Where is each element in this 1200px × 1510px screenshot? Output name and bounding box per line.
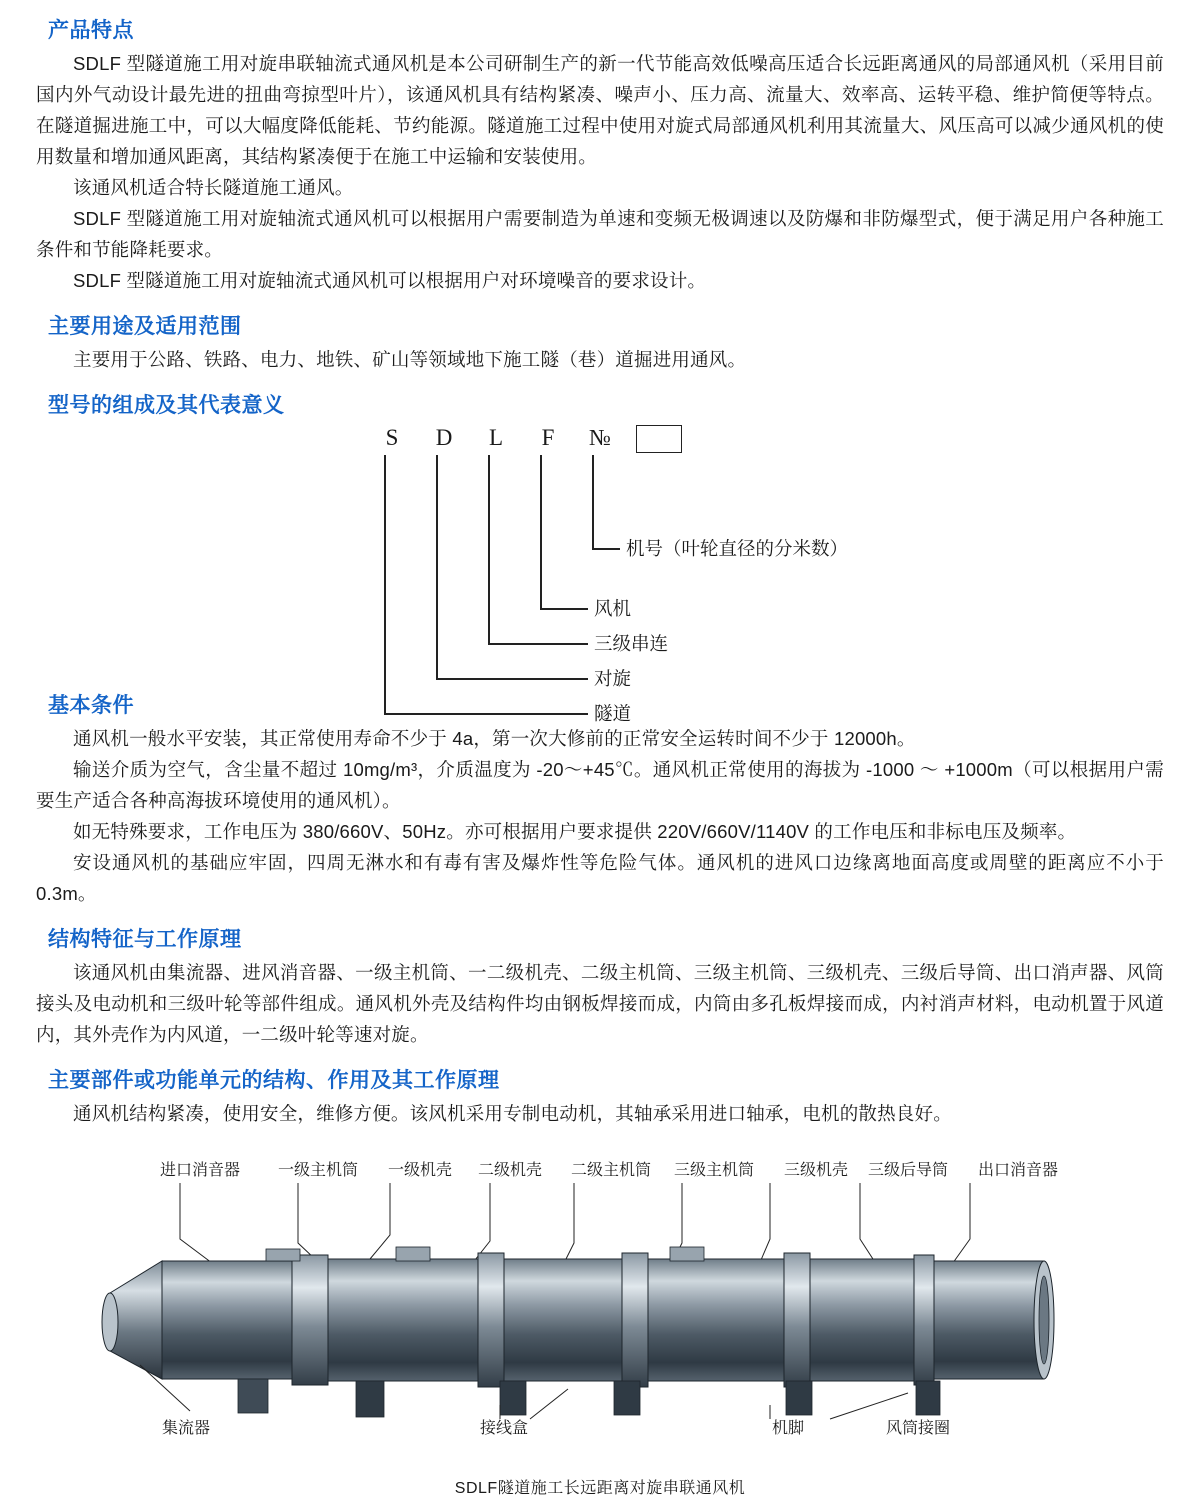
section-title-main-parts: 主要部件或功能单元的结构、作用及其工作原理 bbox=[48, 1069, 500, 1092]
stage3-casing bbox=[810, 1259, 914, 1381]
figure-label-stage3-casing: 三级机壳 bbox=[784, 1162, 849, 1179]
figure-label-stage1-main-barrel: 一级主机筒 bbox=[278, 1162, 359, 1179]
figure-label-collector: 集流器 bbox=[162, 1420, 211, 1437]
leader-line-vertical bbox=[436, 455, 438, 678]
figure-caption: SDLF隧道施工长远距离对旋串联通风机 bbox=[454, 1480, 746, 1497]
figure-label-duct-connect-ring: 风筒接圈 bbox=[886, 1420, 951, 1437]
leader-line-horizontal bbox=[488, 643, 588, 645]
paragraph: 如无特殊要求，工作电压为 380/660V、50Hz。亦可根据用户要求提供 220V/660V/1140V 的工作电压和非标电压及频率。 bbox=[73, 821, 1077, 842]
model-code-letter: F bbox=[541, 425, 555, 450]
flange-ring bbox=[478, 1253, 504, 1387]
flange-ring bbox=[914, 1255, 934, 1385]
outlet-inner-duct bbox=[1039, 1276, 1049, 1364]
leader-line-horizontal bbox=[436, 678, 588, 680]
figure-label-stage3-rear-guide: 三级后导筒 bbox=[868, 1162, 949, 1179]
model-code-label-tunnel: 隧道 bbox=[594, 703, 632, 724]
section-title-product-features: 产品特点 bbox=[48, 19, 134, 42]
outlet-silencer-body bbox=[934, 1261, 1044, 1379]
fan-diagram-svg bbox=[70, 1143, 1130, 1443]
section-title-main-usage: 主要用途及适用范围 bbox=[48, 315, 242, 338]
inlet-silencer-body bbox=[162, 1261, 292, 1379]
model-code-label-fan: 风机 bbox=[594, 598, 632, 619]
stage1-2-casing bbox=[504, 1259, 622, 1381]
figure-label-stage3-main-barrel: 三级主机筒 bbox=[674, 1162, 755, 1179]
model-code-label-machine-no: 机号（叶轮直径的分米数） bbox=[626, 538, 849, 559]
model-code-box bbox=[636, 425, 682, 453]
stage2-main-barrel bbox=[648, 1259, 784, 1381]
leader-line-vertical bbox=[384, 455, 386, 713]
leader-line-horizontal bbox=[384, 713, 588, 715]
stage1-main-barrel bbox=[328, 1259, 478, 1381]
machine-foot bbox=[356, 1381, 384, 1417]
inlet-mouth bbox=[102, 1293, 118, 1351]
figure-label-machine-foot: 机脚 bbox=[772, 1420, 805, 1437]
paragraph: 该通风机适合特长隧道施工通风。 bbox=[73, 177, 354, 198]
section-body-product-features bbox=[36, 48, 1164, 296]
figure-label-stage2-casing: 二级机壳 bbox=[478, 1162, 543, 1179]
junction-box bbox=[670, 1247, 704, 1261]
model-code-letter: S bbox=[385, 425, 399, 450]
junction-box bbox=[396, 1247, 430, 1261]
leader-line-horizontal bbox=[540, 608, 588, 610]
section-title-basic-conditions: 基本条件 bbox=[48, 694, 134, 717]
flange-ring bbox=[292, 1255, 328, 1385]
model-code-letters bbox=[366, 425, 682, 453]
machine-foot bbox=[786, 1381, 812, 1415]
figure-label-junction-box: 接线盒 bbox=[480, 1420, 529, 1437]
paragraph: 通风机结构紧凑，使用安全，维修方便。该风机采用专制电动机，其轴承采用进口轴承，电机的散热良好。 bbox=[73, 1103, 952, 1124]
section-title-structure-principle: 结构特征与工作原理 bbox=[48, 928, 242, 951]
section-body-structure-principle bbox=[36, 957, 1164, 1050]
model-code-letter: № bbox=[589, 425, 611, 450]
model-code-label-counter-rotating: 对旋 bbox=[594, 668, 632, 689]
flange-ring bbox=[622, 1253, 648, 1387]
machine-foot bbox=[614, 1381, 640, 1415]
figure-label-outlet-silencer: 出口消音器 bbox=[978, 1162, 1059, 1179]
junction-box bbox=[266, 1249, 300, 1261]
paragraph: 安设通风机的基础应牢固，四周无淋水和有毒有害及爆炸性等危险气体。通风机的进风口边缘离地面高度或周壁的距离应不小于 0.3m。 bbox=[36, 852, 1164, 904]
model-code-letter: D bbox=[435, 425, 453, 450]
leader-line-vertical bbox=[592, 455, 594, 548]
section-body-basic-conditions bbox=[36, 723, 1164, 909]
model-code-letter: L bbox=[488, 425, 504, 450]
figure-label-stage2-main-barrel: 二级主机筒 bbox=[571, 1162, 652, 1179]
paragraph: SDLF 型隧道施工用对旋轴流式通风机可以根据用户需要制造为单速和变频无极调速以及防爆和非防爆型式，便于满足用户各种施工条件和节能降耗要求。 bbox=[36, 208, 1164, 260]
model-code-label-three-stage-series: 三级串连 bbox=[594, 633, 669, 654]
paragraph: 主要用于公路、铁路、电力、地铁、矿山等领域地下施工隧（巷）道掘进用通风。 bbox=[73, 349, 747, 370]
section-body-main-parts bbox=[36, 1098, 1164, 1129]
leader-line-horizontal bbox=[592, 548, 620, 550]
flange-ring bbox=[784, 1253, 810, 1387]
machine-foot bbox=[500, 1381, 526, 1415]
paragraph: 通风机一般水平安装，其正常使用寿命不少于 4a，第一次大修前的正常安全运转时间不少于 12000h。 bbox=[73, 728, 916, 749]
paragraph: 输送介质为空气，含尘量不超过 10mg/m³，介质温度为 -20～+45℃。通风机正常使用的海拔为 -1000 ～ +1000m（可以根据用户需要生产适合各种高海拔环境使用的通风机）。 bbox=[36, 759, 1164, 811]
section-body-main-usage bbox=[36, 344, 1164, 375]
fan-structure-figure bbox=[36, 1143, 1164, 1473]
paragraph: 该通风机由集流器、进风消音器、一级主机筒、一二级机壳、二级主机筒、三级主机筒、三级机壳、三级后导筒、出口消声器、风筒接头及电动机和三级叶轮等部件组成。通风机外壳及结构件均由钢板焊接而成，内筒由多孔板焊接而成，内衬消声材料，电动机置于风道内，其外壳作为内风道，一二级叶轮等速对旋。 bbox=[36, 962, 1164, 1045]
machine-foot bbox=[238, 1379, 268, 1413]
section-title-model-composition: 型号的组成及其代表意义 bbox=[48, 394, 285, 417]
machine-foot bbox=[916, 1381, 940, 1415]
leader-line-vertical bbox=[540, 455, 542, 608]
paragraph: SDLF 型隧道施工用对旋串联轴流式通风机是本公司研制生产的新一代节能高效低噪高压适合长远距离通风的局部通风机（采用目前国内外气动设计最先进的扭曲弯掠型叶片），该通风机具有结构紧凑、噪声小、压力高、流量大、效率高、运转平稳、维护简便等特点。在隧道掘进施工中，可以大幅度降低能耗、节约能源。隧道施工过程中使用对旋式局部通风机利用其流量大、风压高可以减少通风机的使用数量和增加通风距离，其结构紧凑便于在施工中运输和安装使用。 bbox=[36, 53, 1164, 167]
figure-label-inlet-silencer: 进口消音器 bbox=[160, 1162, 241, 1179]
leader-line-vertical bbox=[488, 455, 490, 643]
paragraph: SDLF 型隧道施工用对旋轴流式通风机可以根据用户对环境噪音的要求设计。 bbox=[73, 270, 707, 291]
figure-label-stage1-casing: 一级机壳 bbox=[388, 1162, 453, 1179]
